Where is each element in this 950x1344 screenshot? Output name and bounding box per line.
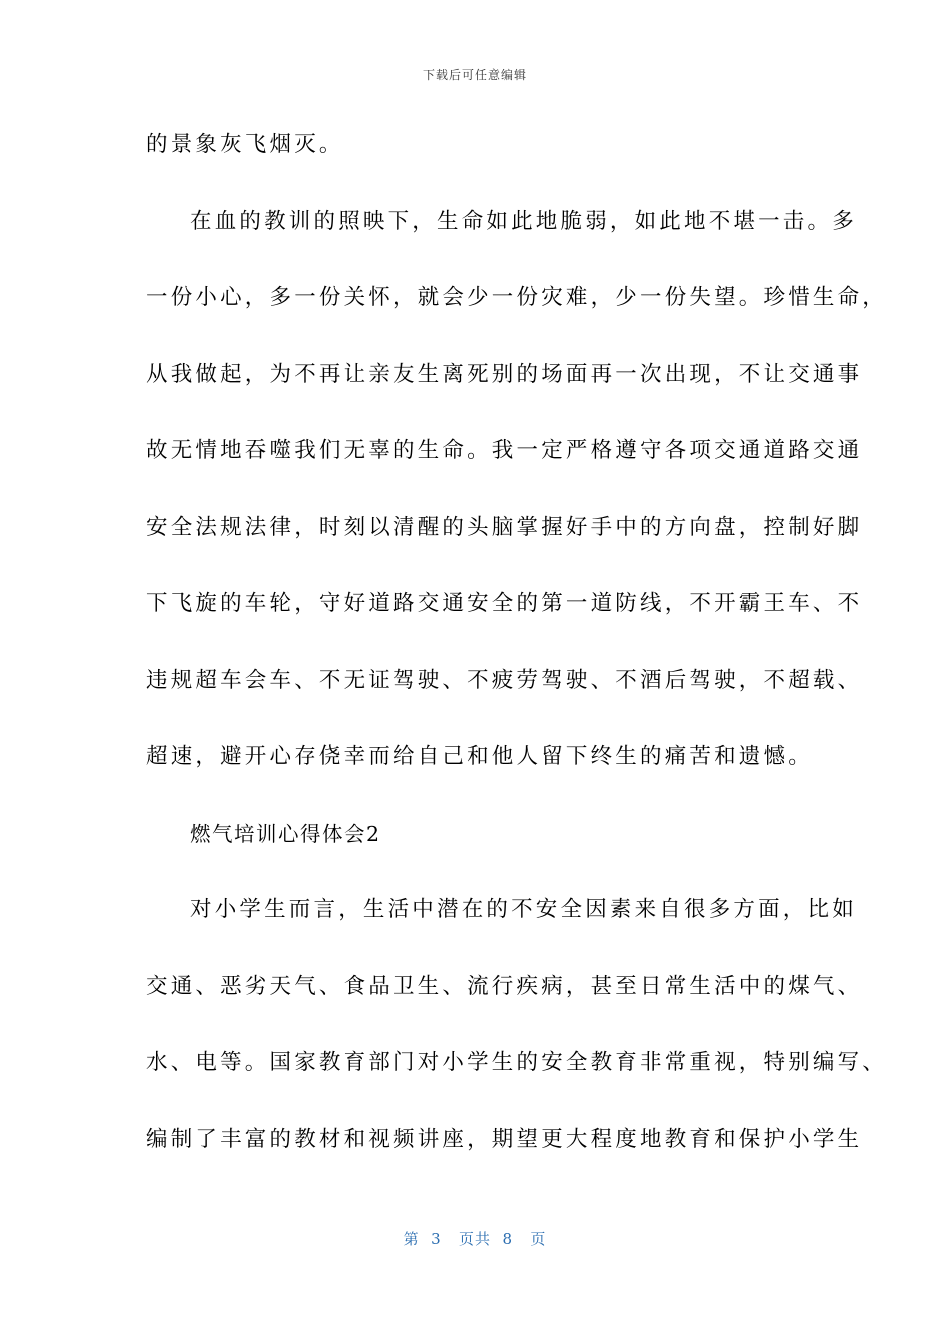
paragraph-line: 超速，避开心存侥幸而给自己和他人留下终生的痛苦和遗憾。 [146,744,813,769]
paragraph-line: 故无情地吞噬我们无辜的生命。我一定严格遵守各项交通道路交通 [146,438,863,463]
section-heading: 燃气培训心得体会2 [190,821,381,846]
paragraph-line: 一份小心，多一份关怀，就会少一份灾难，少一份失望。珍惜生命， [146,285,888,310]
paragraph-line: 违规超车会车、不无证驾驶、不疲劳驾驶、不酒后驾驶，不超载、 [146,667,863,693]
paragraph-line: 安全法规法律，时刻以清醒的头脑掌握好手中的方向盘，控制好脚 [146,514,863,540]
paragraph-line: 交通、恶劣天气、食品卫生、流行疾病，甚至日常生活中的煤气、 [146,973,863,999]
paragraph-line: 对小学生而言，生活中潜在的不安全因素来自很多方面，比如 [190,897,857,922]
paragraph-line: 水、电等。国家教育部门对小学生的安全教育非常重视，特别编写、 [146,1050,888,1075]
paragraph-line: 从我做起，为不再让亲友生离死别的场面再一次出现，不让交通事 [146,361,863,387]
paragraph-line: 下飞旋的车轮，守好道路交通安全的第一道防线，不开霸王车、不 [146,591,863,616]
page-number-footer: 第 3 页共 8 页 [403,1230,547,1248]
paragraph-line: 的景象灰飞烟灭。 [146,132,344,157]
paragraph-line: 编制了丰富的教材和视频讲座，期望更大程度地教育和保护小学生 [146,1126,863,1152]
document-body [146,120,888,1191]
page-header: 下载后可任意编辑 [422,68,527,82]
paragraph-line: 在血的教训的照映下，生命如此地脆弱，如此地不堪一击。多 [190,208,857,234]
